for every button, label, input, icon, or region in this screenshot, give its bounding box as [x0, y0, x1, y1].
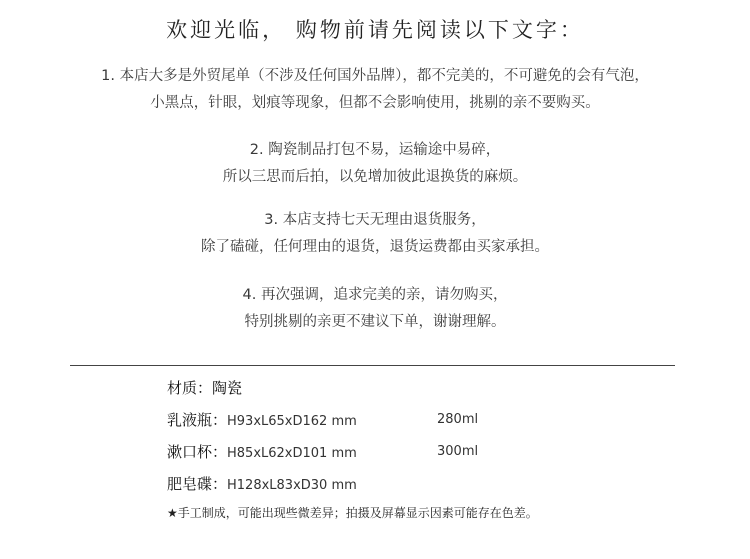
- spec-material-value: 陶瓷: [212, 379, 243, 397]
- section-divider: [70, 365, 675, 366]
- notice-3: [0, 207, 750, 261]
- notice-4: [0, 282, 750, 336]
- spec-item-row: [167, 406, 479, 434]
- spec-item-dimensions: H128xL83xD30 mm: [227, 478, 357, 493]
- notice-1-line-1: 1. 本店大多是外贸尾单（不涉及任何国外品牌），都不完美的，不可避免的会有气泡，: [101, 68, 649, 84]
- spec-material-label: 材质：: [167, 379, 213, 397]
- spec-item-dimensions: H93xL65xD162 mm: [227, 414, 357, 429]
- spec-item-capacity: 280ml: [437, 412, 479, 427]
- spec-item-row: [167, 438, 479, 466]
- notice-2: [0, 137, 750, 191]
- spec-item-capacity: 300ml: [437, 444, 479, 459]
- notice-1: [0, 63, 750, 117]
- spec-item-dimensions: H85xL62xD101 mm: [227, 446, 357, 461]
- spec-material-row: [167, 374, 242, 402]
- notice-4-line-1: 4. 再次强调，追求完美的亲，请勿购买，: [242, 287, 508, 303]
- notice-2-line-2: 所以三思而后拍，以免增加彼此退换货的麻烦。: [222, 169, 528, 185]
- notice-3-line-2: 除了磕碰，任何理由的退货，退货运费都由买家承担。: [201, 239, 549, 255]
- spec-item-label: 漱口杯：: [167, 443, 228, 461]
- notice-1-line-2: 小黑点，针眼，划痕等现象，但都不会影响使用，挑剔的亲不要购买。: [150, 95, 600, 111]
- notice-4-line-2: 特别挑剔的亲更不建议下单，谢谢理解。: [244, 314, 506, 330]
- page-title: 欢迎光临， 购物前请先阅读以下文字：: [166, 18, 584, 42]
- spec-item-label: 乳液瓶：: [167, 411, 228, 429]
- notice-3-line-1: 3. 本店支持七天无理由退货服务，: [264, 212, 486, 228]
- handmade-footnote: ★手工制成，可能出现些微差异；拍摄及屏幕显示因素可能存在色差。: [167, 506, 538, 520]
- spec-item-row: [167, 470, 357, 498]
- spec-item-label: 肥皂碟：: [167, 475, 228, 493]
- notice-2-line-1: 2. 陶瓷制品打包不易，运输途中易碎，: [249, 142, 501, 158]
